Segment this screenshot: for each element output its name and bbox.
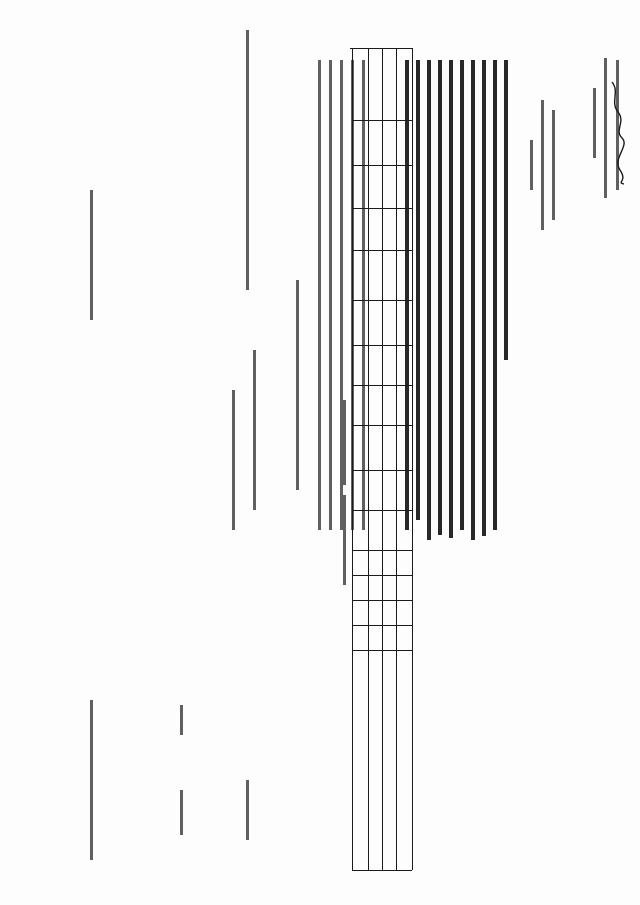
text-line <box>416 60 420 520</box>
table-border <box>382 48 383 870</box>
text-line <box>180 705 183 735</box>
table-border <box>352 550 412 551</box>
text-line <box>493 60 497 530</box>
table-border <box>352 625 412 626</box>
table-border <box>368 48 369 870</box>
text-line <box>427 60 431 540</box>
text-line <box>343 400 346 485</box>
text-line <box>246 30 249 290</box>
handwritten-date-signature <box>608 78 630 188</box>
text-line <box>438 60 442 535</box>
text-line <box>90 190 93 320</box>
table-border <box>352 250 412 251</box>
text-line <box>541 100 544 230</box>
text-line <box>482 60 486 536</box>
text-line <box>449 60 453 538</box>
text-line <box>552 110 555 220</box>
table-border <box>352 208 412 209</box>
table-border <box>352 385 412 386</box>
table-border <box>352 575 412 576</box>
text-line <box>471 60 475 540</box>
text-line <box>90 700 93 860</box>
text-line <box>530 140 533 190</box>
table-border <box>352 120 412 121</box>
text-line <box>343 495 346 585</box>
table-border <box>396 48 397 870</box>
text-line <box>604 58 607 198</box>
table-border <box>352 650 412 651</box>
table-border <box>352 300 412 301</box>
table-border <box>352 165 412 166</box>
text-line <box>246 780 249 840</box>
text-line <box>318 60 321 530</box>
text-line <box>362 60 365 530</box>
table-border <box>352 345 412 346</box>
table-border <box>352 48 353 870</box>
table-border <box>412 48 413 870</box>
text-line <box>232 390 235 530</box>
text-line <box>504 60 508 360</box>
text-line <box>253 350 256 510</box>
text-line <box>593 88 596 158</box>
table-border <box>352 48 412 49</box>
table-border <box>352 425 412 426</box>
text-line <box>329 60 332 530</box>
text-line <box>180 790 183 835</box>
table-border <box>352 510 412 511</box>
table-border <box>352 600 412 601</box>
text-line <box>296 280 299 490</box>
text-line <box>460 60 464 530</box>
table-border <box>352 870 412 871</box>
table-border <box>352 470 412 471</box>
text-line <box>405 60 409 530</box>
